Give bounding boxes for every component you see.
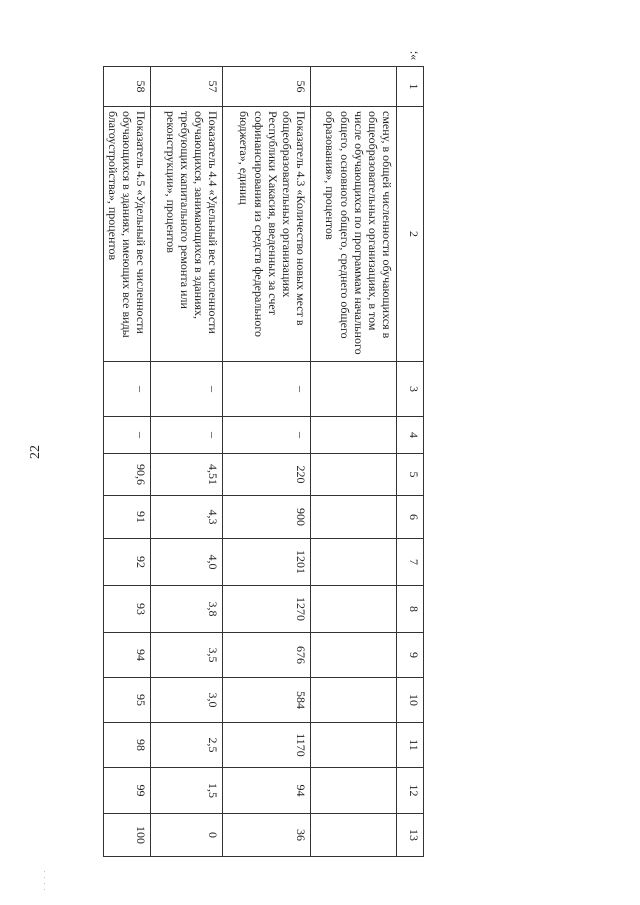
row-number: 57	[151, 67, 223, 107]
column-header: 12	[397, 768, 424, 814]
table-cell	[311, 814, 397, 857]
table-cell	[311, 723, 397, 768]
column-header: 5	[397, 454, 424, 496]
table-cell: 584	[223, 678, 311, 723]
column-header: 1	[397, 67, 424, 107]
table-cell	[311, 362, 397, 417]
table-cell: 1201	[223, 539, 311, 586]
column-header: 7	[397, 539, 424, 586]
table-cell: –	[223, 417, 311, 454]
scan-artifact: · · · ·	[40, 869, 49, 891]
column-header: 4	[397, 417, 424, 454]
column-header: 8	[397, 586, 424, 633]
table-cell: 900	[223, 496, 311, 539]
row-number: 58	[103, 67, 150, 107]
table-cell: 92	[103, 539, 150, 586]
column-header: 6	[397, 496, 424, 539]
column-header: 9	[397, 633, 424, 678]
table-cell: 3,5	[151, 633, 223, 678]
table-cell	[311, 633, 397, 678]
table-cell	[311, 678, 397, 723]
table-cell: 100	[103, 814, 150, 857]
column-header: 13	[397, 814, 424, 857]
table-cell: –	[103, 417, 150, 454]
table-cell: 4,0	[151, 539, 223, 586]
table-cell: 1,5	[151, 768, 223, 814]
row-number	[311, 67, 397, 107]
table-row	[223, 67, 311, 857]
table-row	[103, 67, 150, 857]
row-number: 56	[223, 67, 311, 107]
table-cell: –	[151, 417, 223, 454]
indicator-description: Показатель 4.3 «Количество новых мест в общеобразовательных организациях Республики Хакасия, введенных за счет софинансирования из средств федерального бюджета», единиц	[223, 107, 311, 362]
table-cell: 91	[103, 496, 150, 539]
column-header: 2	[397, 107, 424, 362]
table-row	[311, 67, 397, 857]
table-cell: 99	[103, 768, 150, 814]
table-cell: –	[223, 362, 311, 417]
closing-quote-mark: »;	[405, 50, 420, 61]
column-header: 3	[397, 362, 424, 417]
table-cell	[311, 539, 397, 586]
table-cell: 3,0	[151, 678, 223, 723]
table-cell	[311, 496, 397, 539]
column-number-row	[397, 67, 424, 857]
indicator-description: смену, в общей численности обучающихся в общеобразовательных организациях, в том числе обучающихся по программам начального общего, основного общего, среднего общего образования», процентов	[311, 107, 397, 362]
table-cell	[311, 454, 397, 496]
table-cell: 90,6	[103, 454, 150, 496]
table-cell: 676	[223, 633, 311, 678]
table-cell	[311, 417, 397, 454]
table-cell: 2,5	[151, 723, 223, 768]
table-cell: –	[103, 362, 150, 417]
table-cell: 1170	[223, 723, 311, 768]
table-cell: 4,3	[151, 496, 223, 539]
table-cell: 4,51	[151, 454, 223, 496]
indicator-description: Показатель 4.4 «Удельный вес численности обучающихся, занимающихся в зданиях, требующих капитального ремонта или реконструкции», процентов	[151, 107, 223, 362]
table-row	[151, 67, 223, 857]
table-cell: 220	[223, 454, 311, 496]
table-cell: 3,8	[151, 586, 223, 633]
indicators-table	[103, 66, 424, 857]
table-cell: 94	[223, 768, 311, 814]
table-cell: 95	[103, 678, 150, 723]
table-cell: 1270	[223, 586, 311, 633]
indicator-description: Показатель 4.5 «Удельный вес численности обучающихся в зданиях, имеющих все виды благоустройства», процентов	[103, 107, 150, 362]
table-cell	[311, 586, 397, 633]
rotated-table-container	[105, 66, 424, 856]
page-number: 22	[28, 445, 43, 459]
table-cell	[311, 768, 397, 814]
table-cell: 36	[223, 814, 311, 857]
table-cell: 94	[103, 633, 150, 678]
table-cell: 93	[103, 586, 150, 633]
column-header: 11	[397, 723, 424, 768]
column-header: 10	[397, 678, 424, 723]
table-cell: –	[151, 362, 223, 417]
table-cell: 98	[103, 723, 150, 768]
table-cell: 0	[151, 814, 223, 857]
